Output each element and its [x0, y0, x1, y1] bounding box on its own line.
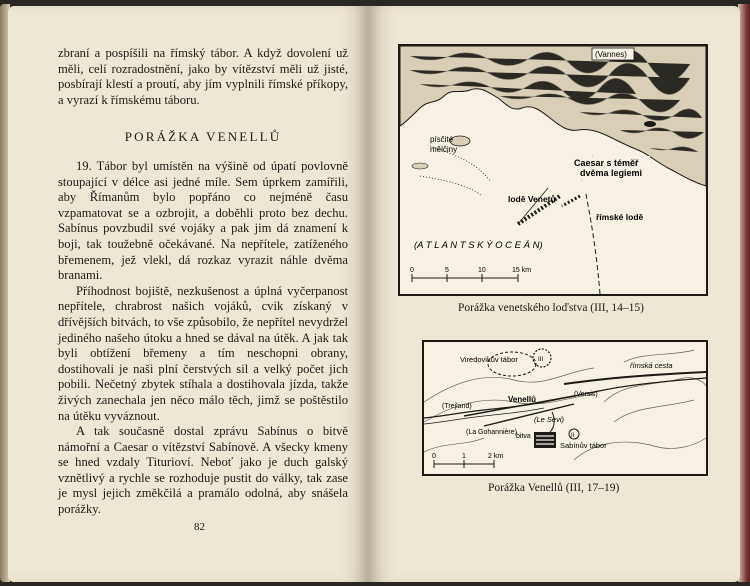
- label-caesar: Caesar s téměř: [574, 158, 639, 168]
- paragraph-top-text: zbraní a pospíšili na římský tábor. A když dovolení už měli, celí rozradostnění, jako by vítězství měli už jisté, posbírají klestí a proutí, aby jím vyplnili římské příkopy, a vyrazí k římskému táboru.: [58, 46, 348, 107]
- map-venelli-defeat: [422, 340, 708, 476]
- scale-0: 0: [410, 267, 414, 274]
- paragraph-19: 19. Tábor byl umístěn na výšině od úpatí povlovně stoupající v délce asi jedné míle. Sem úprkem zamířili, aby Římanům bylo popřáno co nejméně času vzpamatovat se a ozbrojit, a doběhli proto bez dechu. Sabínus povzbudil své vojáky a pak jim dá znamení k boji, tak toužebně očekávané. Na nepřítele, zatíženého břemenem, jež vlekl, dá rozkaz vyrazit náhle dvěma branami.: [58, 159, 348, 283]
- scale2-2km: 2 km: [488, 453, 504, 460]
- scale-10: 10: [478, 267, 486, 274]
- label-vannes: (Vannes): [595, 50, 627, 59]
- label-viredovix-camp: Viredovikův tábor: [460, 355, 518, 364]
- label-trejland: (Trejland): [442, 403, 472, 410]
- section-heading: PORÁŽKA VENELLŮ: [124, 129, 282, 144]
- label-venetian-ships: lodě Venetů: [508, 194, 556, 204]
- scale-5: 5: [445, 267, 449, 274]
- roman-fleet-line: [562, 196, 580, 206]
- left-page: [8, 6, 368, 582]
- map2-caption: Porážka Venellů (III, 17–19): [488, 482, 620, 494]
- paragraph-3: A tak současně dostal zprávu Sabínus o bitvě námořní a Caesar o vítězství Sabínově. A všecky kmeny se hned vzdaly Titurioví. Neboť jako je duch galský vznětlivý a rychle se rozhoduje pustit do války, tak zase je mysl jejich změkčilá a pramálo odolná, aby snášela porážky.: [58, 424, 348, 517]
- scale2-0: 0: [432, 453, 436, 460]
- label-battle: bitva: [516, 433, 531, 440]
- label-le-sevi: (Le Sevi): [534, 415, 565, 424]
- label-caesar-legions: dvěma legiemi: [580, 168, 643, 178]
- label-atlantic-ocean: (A T L A N T S K Ý O C E Á N): [414, 240, 543, 251]
- right-page: [368, 6, 740, 582]
- paragraph-2: Příhodnost bojiště, nezkušenost a úplná vyčerpanost nepřítele, chrabrost našich vojáků, cvik získaný v dřívějších bitvách, to vše způsobilo, že nepřítel nevydržel jediného našeho útoku a hned se dával na útěk. A jak tak byli obtížení břemeny a tím neschopni obrany, dostihovali je naši plní čerstvých sil a velký počet jich pobili. Nečetný zbytek stíhala a dostihovala jízda, takže živých zanechala jen něco málo těch, jimž se poštěstilo na útěku vyváznout.: [58, 283, 348, 423]
- label-iii: III: [538, 356, 544, 363]
- map2-scale-bar: [432, 453, 503, 468]
- sandbank-line: [420, 176, 482, 196]
- paragraph-top: [58, 46, 348, 108]
- label-sabinus-camp: Sabínův tábor: [560, 441, 607, 450]
- roman-fleet-route: [586, 194, 600, 294]
- label-gohanniere: (La Gohannière): [466, 429, 517, 436]
- island: [412, 163, 428, 169]
- map-venetian-fleet-drawing: [400, 46, 706, 294]
- map-venetian-fleet: [398, 44, 708, 296]
- label-versis: (Versis): [574, 391, 598, 398]
- label-ii: II: [571, 433, 575, 439]
- map1-scale-bar: [410, 267, 531, 282]
- body-text: [58, 159, 348, 518]
- label-roman-ships: římské lodě: [596, 212, 644, 222]
- map1-caption: Porážka venetského loďstva (III, 14–15): [458, 302, 644, 314]
- page-number: 82: [194, 521, 205, 533]
- label-piscite: písčité: [430, 135, 454, 144]
- map-venelli-drawing: [424, 342, 706, 474]
- scale2-1: 1: [462, 453, 466, 460]
- label-melciny: mělčiny: [430, 145, 458, 154]
- label-roman-road: římská cesta: [630, 361, 673, 370]
- scale-15km: 15 km: [512, 267, 532, 274]
- label-venelli: Venellů: [508, 395, 537, 404]
- island-dark: [644, 121, 656, 127]
